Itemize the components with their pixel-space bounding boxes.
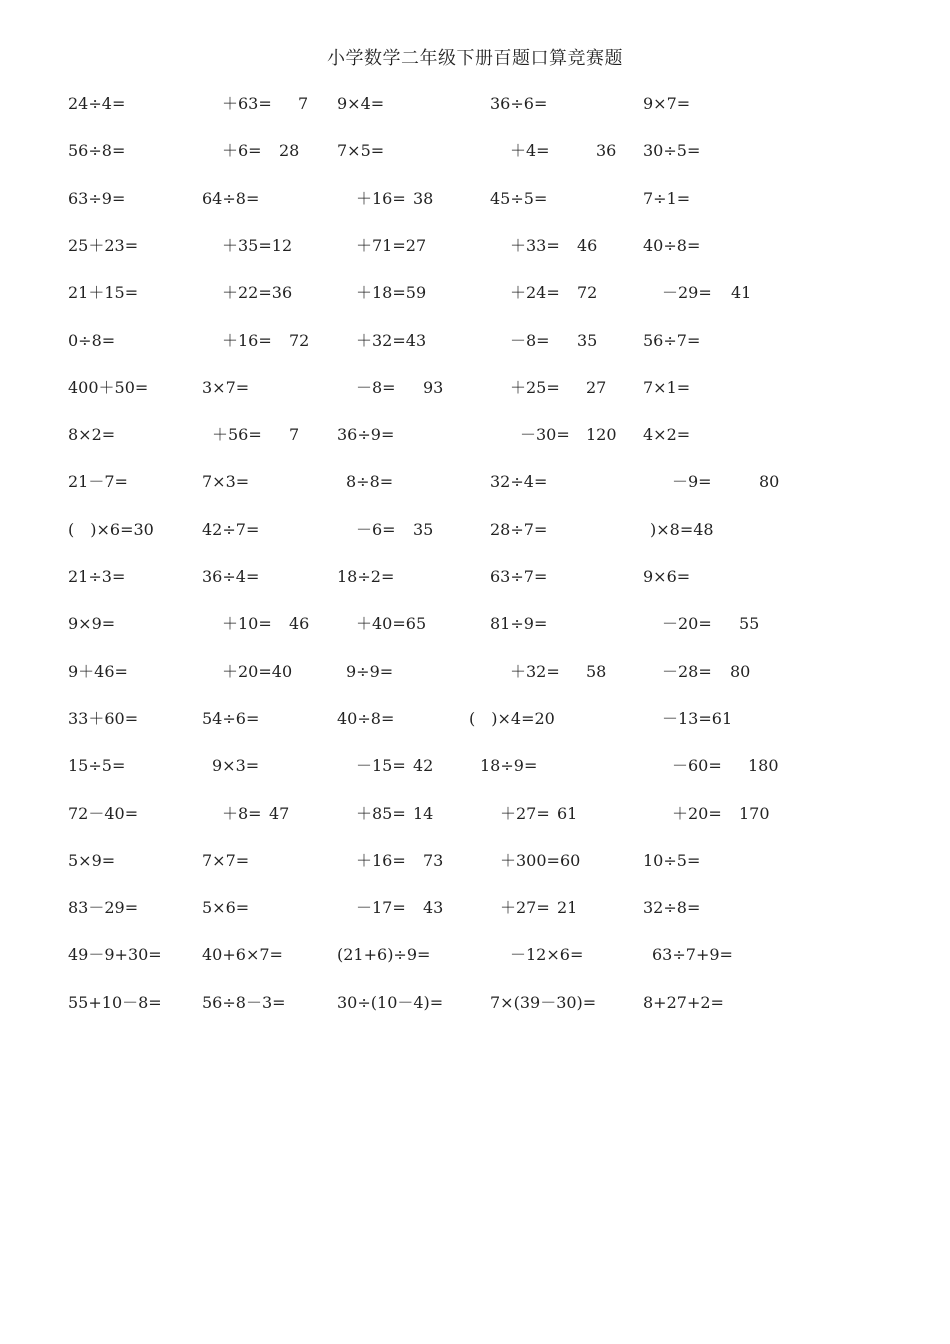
problem-text: 5×6=	[202, 898, 250, 918]
problem-text: 61	[557, 803, 578, 823]
problem-row	[0, 141, 950, 165]
problem-text: ＋35=12	[222, 235, 293, 255]
problem-text: ＋22=36	[222, 283, 293, 303]
problem-text: ＋20=	[672, 803, 722, 823]
problem-row	[0, 945, 950, 969]
problem-row	[0, 756, 950, 780]
problem-text: ＋32=	[510, 661, 560, 681]
problem-text: 21－7=	[68, 472, 128, 492]
problem-text: 21	[557, 898, 578, 918]
page-title: 小学数学二年级下册百题口算竞赛题	[327, 48, 623, 69]
problem-text: ＋16=	[356, 850, 406, 870]
problem-text: 42	[413, 756, 434, 776]
problem-text: ＋20=40	[222, 661, 293, 681]
problem-text: －9=	[672, 472, 712, 492]
problem-text: ＋25=	[510, 377, 560, 397]
problem-text: ＋8=	[222, 803, 262, 823]
problem-text: 46	[289, 614, 310, 634]
problem-text: 72	[289, 330, 310, 350]
problem-text: －8=	[356, 377, 396, 397]
problem-text: ＋27=	[500, 803, 550, 823]
problem-text: ＋56=	[212, 425, 262, 445]
problem-text: 14	[413, 803, 434, 823]
problem-text: 9＋46=	[68, 661, 128, 681]
problem-text: ( )×6=30	[68, 519, 154, 539]
problem-row	[0, 662, 950, 686]
problem-text: 120	[586, 425, 617, 445]
problem-text: ＋85=	[356, 803, 406, 823]
problem-text: 7×3=	[202, 472, 250, 492]
problem-text: －13=61	[662, 708, 733, 728]
problem-text: 36÷4=	[202, 567, 260, 586]
problem-text: 8+27+2=	[643, 992, 724, 1012]
problem-text: 63÷7+9=	[652, 945, 733, 965]
problem-text: 30÷5=	[643, 141, 701, 161]
problem-text: －15=	[356, 756, 406, 776]
problem-text: 36÷9=	[337, 425, 395, 445]
problem-text: 24÷4=	[68, 94, 126, 113]
problem-row	[0, 236, 950, 260]
problem-row	[0, 614, 950, 638]
problem-text: 7	[289, 425, 300, 445]
problem-text: 180	[748, 756, 779, 776]
problem-row	[0, 567, 950, 591]
problem-text: 9×7=	[643, 94, 691, 113]
problem-text: ＋33=	[510, 235, 560, 255]
problem-text: 15÷5=	[68, 756, 126, 776]
problem-row	[0, 898, 950, 922]
problem-text: 35	[577, 330, 598, 350]
problem-text: －17=	[356, 898, 406, 918]
problem-text: 56÷7=	[643, 330, 701, 350]
problem-text: －12×6=	[510, 945, 584, 965]
problem-text: 49－9+30=	[68, 945, 162, 965]
problem-text: 33＋60=	[68, 708, 139, 728]
problem-text: 18÷9=	[480, 756, 538, 776]
problem-text: 72－40=	[68, 803, 139, 823]
problem-row	[0, 520, 950, 544]
problem-text: 7÷1=	[643, 188, 691, 208]
problem-text: 25＋23=	[68, 235, 139, 255]
problem-text: ＋27=	[500, 898, 550, 918]
problem-text: 400＋50=	[68, 377, 149, 397]
problem-text: 45÷5=	[490, 188, 548, 208]
problem-text: 72	[577, 283, 598, 303]
problem-row	[0, 709, 950, 733]
problem-text: 93	[423, 377, 444, 397]
problem-text: 63÷7=	[490, 567, 548, 586]
problem-text: 47	[269, 803, 290, 823]
problem-text: 18÷2=	[337, 567, 395, 586]
problem-text: 81÷9=	[490, 614, 548, 634]
problem-text: －8=	[510, 330, 550, 350]
problem-text: 42÷7=	[202, 519, 260, 539]
problem-text: 9×4=	[337, 94, 385, 113]
problem-text: 8÷8=	[346, 472, 394, 492]
problem-text: 80	[759, 472, 780, 492]
problem-text: (21+6)÷9=	[337, 945, 431, 965]
problem-row	[0, 283, 950, 307]
problem-text: 5×9=	[68, 850, 116, 870]
problem-text: 7×(39－30)=	[490, 992, 597, 1012]
problem-row	[0, 425, 950, 449]
problem-text: 63÷9=	[68, 188, 126, 208]
problem-text: 32÷4=	[490, 472, 548, 492]
problem-row	[0, 993, 950, 1017]
problem-text: 7×7=	[202, 850, 250, 870]
problem-text: 4×2=	[643, 425, 691, 445]
problem-text: ＋300=60	[500, 850, 581, 870]
problem-text: ＋18=59	[356, 283, 427, 303]
problem-text: －6=	[356, 519, 396, 539]
problem-text: 9×3=	[212, 756, 260, 776]
problem-text: 83－29=	[68, 898, 139, 918]
problem-text: ＋40=65	[356, 614, 427, 634]
problem-text: 9×9=	[68, 614, 116, 634]
problem-text: 9×6=	[643, 567, 691, 586]
problem-text: 73	[423, 850, 444, 870]
problem-text: ＋6=	[222, 141, 262, 161]
problem-text: 38	[413, 188, 434, 208]
problem-text: 54÷6=	[202, 708, 260, 728]
problem-text: 56÷8－3=	[202, 992, 286, 1012]
problem-text: ＋10=	[222, 614, 272, 634]
problem-row	[0, 472, 950, 496]
problem-text: 30÷(10－4)=	[337, 992, 444, 1012]
problem-text: 58	[586, 661, 607, 681]
problem-text: 170	[739, 803, 770, 823]
problem-text: 80	[730, 661, 751, 681]
problem-text: ＋63=	[222, 94, 272, 113]
problem-row	[0, 851, 950, 875]
problem-text: －30=	[520, 425, 570, 445]
problem-text: 36÷6=	[490, 94, 548, 113]
problem-text: 28÷7=	[490, 519, 548, 539]
problem-text: －60=	[672, 756, 722, 776]
problem-text: －28=	[662, 661, 712, 681]
problem-text: 40+6×7=	[202, 945, 283, 965]
problem-text: ( )×4=20	[469, 708, 555, 728]
problem-text: 27	[586, 377, 607, 397]
problem-text: ＋32=43	[356, 330, 427, 350]
problem-text: ＋16=	[222, 330, 272, 350]
problem-text: 10÷5=	[643, 850, 701, 870]
problem-text: 41	[731, 283, 752, 303]
problem-row	[0, 331, 950, 355]
problem-text: 64÷8=	[202, 188, 260, 208]
problem-text: 36	[596, 141, 617, 161]
problem-text: 55	[739, 614, 760, 634]
problem-text: 7×5=	[337, 141, 385, 161]
problem-text: 40÷8=	[337, 708, 395, 728]
problem-text: ＋71=27	[356, 235, 427, 255]
problem-text: 28	[279, 141, 300, 161]
problem-text: 7×1=	[643, 377, 691, 397]
problem-text: 8×2=	[68, 425, 116, 445]
problem-text: ＋24=	[510, 283, 560, 303]
problem-text: 35	[413, 519, 434, 539]
problem-row	[0, 804, 950, 828]
problem-text: 3×7=	[202, 377, 250, 397]
problem-text: 43	[423, 898, 444, 918]
problem-text: 0÷8=	[68, 330, 116, 350]
problem-text: 55+10－8=	[68, 992, 162, 1012]
problem-text: －20=	[662, 614, 712, 634]
problem-text: －29=	[662, 283, 712, 303]
problem-row	[0, 189, 950, 213]
problem-text: )×8=48	[650, 519, 714, 539]
problem-text: 46	[577, 235, 598, 255]
problem-text: ＋16=	[356, 188, 406, 208]
problem-row	[0, 94, 950, 118]
problem-text: 7	[298, 94, 309, 113]
problem-text: 9÷9=	[346, 661, 394, 681]
problem-row	[0, 378, 950, 402]
problem-text: 56÷8=	[68, 141, 126, 161]
problem-text: ＋4=	[510, 141, 550, 161]
problem-text: 21＋15=	[68, 283, 139, 303]
problem-text: 32÷8=	[643, 898, 701, 918]
problem-text: 40÷8=	[643, 235, 701, 255]
problem-text: 21÷3=	[68, 567, 126, 586]
